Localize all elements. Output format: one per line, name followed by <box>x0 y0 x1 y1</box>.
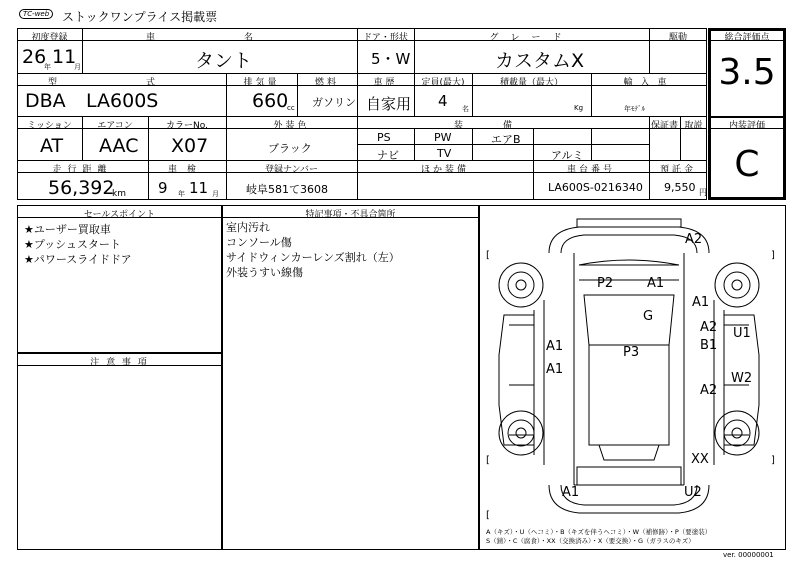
color-no-value: X07 <box>171 135 209 157</box>
inspection-year-unit: 年 <box>178 190 185 198</box>
mark-xx: XX <box>691 452 709 467</box>
sales-point-item: ★ユーザー買取車 <box>24 223 111 236</box>
logo: TC-web <box>19 9 53 19</box>
exterior-color-value: ブラック <box>268 142 312 155</box>
overall-score: 3.5 <box>718 52 776 93</box>
mark-u2: U2 <box>684 485 702 500</box>
special-note-item: サイドウィンカーレンズ割れ（左） <box>226 251 400 264</box>
version-label: ver. 00000001 <box>723 551 774 559</box>
mark-u1: U1 <box>733 326 751 341</box>
plate-value: 岐阜581て3608 <box>246 183 328 196</box>
label-manual: 取説 <box>684 121 703 131</box>
special-note-item: 外装うすい線傷 <box>226 266 303 279</box>
label-displacement: 排気量 <box>243 78 280 88</box>
capacity-unit: 名 <box>462 105 469 113</box>
car-name-value: タント <box>195 50 253 72</box>
first-reg-year-unit: 年 <box>44 63 51 71</box>
mark-g: G <box>643 309 654 324</box>
grade-value: カスタムX <box>495 50 585 72</box>
label-drive: 駆動 <box>668 33 687 43</box>
label-special-notes: 特記事項・不具合箇所 <box>305 210 396 220</box>
first-reg-year: 26 <box>22 46 47 68</box>
label-door-type: ドア・形状 <box>363 33 408 43</box>
bracket-open: [ <box>486 455 490 466</box>
label-chassis: 車台番号 <box>566 165 615 175</box>
mark-a1-right-front: A1 <box>692 295 710 310</box>
mark-a1-bottom: A1 <box>562 485 580 500</box>
first-reg-month-unit: 月 <box>74 63 81 71</box>
label-interior-score: 内装評価 <box>728 121 765 131</box>
cautions-panel <box>17 353 222 550</box>
displacement-value: 660 <box>252 90 289 112</box>
mark-w2: W2 <box>731 371 753 386</box>
label-aircon: エアコン <box>97 121 133 131</box>
label-deposit: 預託金 <box>659 165 696 175</box>
mark-a2-right-mid: A2 <box>700 320 718 335</box>
special-notes-list <box>226 220 400 280</box>
bracket-open: [ <box>486 510 490 521</box>
mark-a1-left-1: A1 <box>546 339 564 354</box>
sales-point-item: ★プッシュスタート <box>24 238 121 251</box>
equip-tv: TV <box>437 147 452 160</box>
bracket-close: ] <box>771 455 775 466</box>
special-note-item: 室内汚れ <box>226 221 270 234</box>
inspection-month: 11 <box>189 179 209 197</box>
page-title: ストックワンプライス掲載票 <box>62 10 218 24</box>
label-cautions: 注 意 事 項 <box>90 358 149 368</box>
label-plate: 登録ナンバー <box>265 165 318 175</box>
interior-score: C <box>734 144 760 185</box>
label-model: 型 式 <box>47 78 195 88</box>
label-inspection: 車検 <box>167 165 206 175</box>
label-grade: グレード <box>489 33 574 43</box>
model-code: LA600S <box>86 90 159 112</box>
model-prefix: DBA <box>25 90 66 112</box>
label-car-name: 車 名 <box>145 33 293 43</box>
special-note-item: コンソール傷 <box>226 236 292 249</box>
inspection-year: 9 <box>158 179 168 197</box>
equip-navi: ナビ <box>377 149 399 162</box>
legend <box>486 528 711 546</box>
equip-alumi: アルミ <box>551 149 584 162</box>
mark-a1-roof: A1 <box>647 276 665 291</box>
equip-ps: PS <box>377 131 391 144</box>
label-color-no: カラーNo. <box>166 121 208 131</box>
mark-a2-right-low: A2 <box>700 383 718 398</box>
label-equipment: 装備 <box>453 121 552 131</box>
label-capacity: 定員(最大) <box>421 78 465 88</box>
load-unit: Kg <box>574 104 584 112</box>
bracket-close: ] <box>771 250 775 261</box>
mission-value: AT <box>40 135 64 157</box>
deposit-value: 9,550 <box>664 181 696 194</box>
first-reg-month: 11 <box>52 46 77 68</box>
mark-p3: P3 <box>623 345 640 360</box>
equip-airbag: エアB <box>491 133 521 146</box>
label-mission: ミッション <box>27 121 72 131</box>
door-type-value: 5・W <box>371 50 411 68</box>
capacity-value: 4 <box>438 92 448 110</box>
label-warranty: 保証書 <box>650 121 678 131</box>
mark-p2: P2 <box>597 276 614 291</box>
label-overall-score: 総合評価点 <box>724 33 770 43</box>
mileage-value: 56,392 <box>48 177 115 199</box>
label-usage: 車歴 <box>373 78 398 88</box>
label-sales-points: セールスポイント <box>83 210 156 220</box>
label-exterior-color: 外装色 <box>273 121 310 131</box>
mileage-unit: km <box>112 189 126 199</box>
mark-b1: B1 <box>700 338 718 353</box>
year-model-label: 年ﾓﾃﾞﾙ <box>624 105 645 113</box>
sales-points-list <box>24 222 132 267</box>
inspection-month-unit: 月 <box>212 190 219 198</box>
displacement-unit: cc <box>287 104 295 112</box>
equip-pw: PW <box>434 131 452 144</box>
mark-a1-left-2: A1 <box>546 362 564 377</box>
chassis-value: LA600S-0216340 <box>548 181 643 194</box>
aircon-value: AAC <box>99 135 139 157</box>
legend-line: S（錆）・C（腐食）・XX（交換済み）・X（要交換）・G（ガラスのキズ） <box>486 537 695 545</box>
mark-a2-top: A2 <box>685 232 703 247</box>
bracket-open: [ <box>486 250 490 261</box>
label-other-equipment: ほか装備 <box>420 165 469 175</box>
label-load: 積載量（最大） <box>499 78 563 88</box>
label-mileage: 走行距離 <box>52 165 113 175</box>
deposit-unit: 円 <box>699 188 707 197</box>
label-first-reg: 初度登録 <box>31 33 68 43</box>
sales-point-item: ★パワースライドドア <box>24 253 132 266</box>
usage-value: 自家用 <box>366 95 412 113</box>
legend-line: A（キズ）・U（ヘコミ）・B（キズを伴うヘコミ）・W（補修跡）・P（要塗装） <box>486 528 712 536</box>
label-fuel: 燃料 <box>314 78 339 88</box>
fuel-value: ガソリン <box>312 96 356 109</box>
label-import: 輸入車 <box>623 78 675 88</box>
